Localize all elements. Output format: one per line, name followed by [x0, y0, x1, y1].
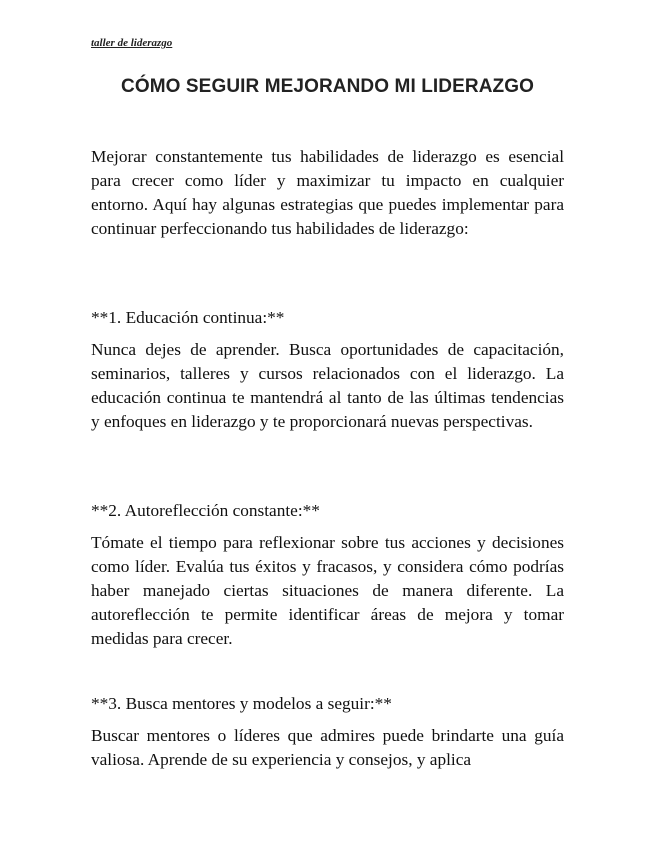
section-paragraph-3: Buscar mentores o líderes que admires puede brindarte una guía valiosa. Aprende de su experiencia y consejos, y aplica	[91, 726, 564, 769]
section-heading-2: **2. Autoreflección constante:**	[91, 501, 320, 520]
page-title: CÓMO SEGUIR MEJORANDO MI LIDERAZGO	[121, 76, 534, 97]
section-heading-1: **1. Educación continua:**	[91, 308, 285, 327]
section-paragraph-2: Tómate el tiempo para reflexionar sobre tus acciones y decisiones como líder. Evalúa tus éxitos y fracasos, y considera cómo podrías haber manejado ciertas situaciones de manera diferente. La autoreflección te permite identificar áreas de mejora y tomar medidas para crecer.	[91, 533, 564, 648]
intro-paragraph: Mejorar constantemente tus habilidades de liderazgo es esencial para crecer como líder y maximizar tu impacto en cualquier entorno. Aquí hay algunas estrategias que puedes implementar para continuar perfeccionando tus habilidades de liderazgo:	[91, 147, 564, 238]
section-paragraph-1: Nunca dejes de aprender. Busca oportunidades de capacitación, seminarios, talleres y cursos relacionados con el liderazgo. La educación continua te mantendrá al tanto de las últimas tendencias y enfoques en liderazgo y te proporcionará nuevas perspectivas.	[91, 340, 564, 431]
section-heading-3: **3. Busca mentores y modelos a seguir:**	[91, 694, 392, 713]
running-header: taller de liderazgo	[91, 37, 173, 49]
